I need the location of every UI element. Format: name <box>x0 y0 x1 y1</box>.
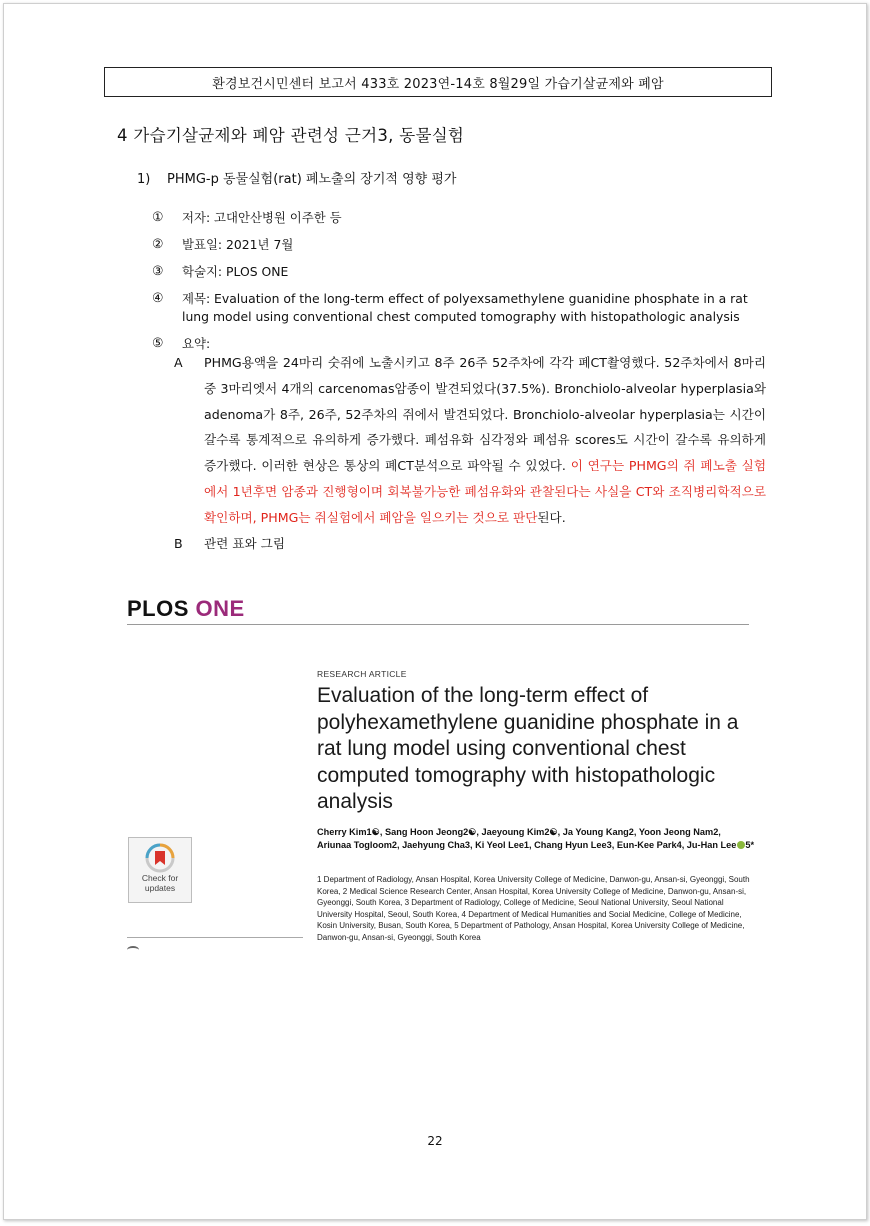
summary-text: PHMG용액을 24마리 숫쥐에 노출시키고 8주 26주 52주차에 각각 폐CT촬영했다. 52주차에서 8마리중 3마리엣서 4개의 carcenomas암종이 발견되었다(37.5%). Bronchiolo-alveolar hyperplasia와 adenoma가 8주, 26주, 52주차의 쥐에서 발견되었다. Bronchiolo-alveolar hyperplasia는 시간이 갈수록 통계적으로 유의하게 증가했다. 폐섬유화 심각정와 폐섬유 scores도 시간이 갈수록 유의하게 증가했다. 이러한 현상은 통상의 폐CT분석으로 파악될 수 있었다. <box>204 355 766 474</box>
summary-highlight: 이 연구는 PHMG의 쥐 폐노출 실험에서 1년후면 암종과 진행형이며 회복불가능한 폐섬유화와 관찰된다는 사실을 CT와 조직병리학적으로 확인하며, PHMG는 쥐실험에서 폐암을 일으키는 것으로 판단 <box>204 458 766 525</box>
paper-title: Evaluation of the long-term effect of polyhexamethylene guanidine phosphate in a rat lung model using conventional chest computed tomography with histopathologic analysis <box>317 684 739 813</box>
item-text: 저자: 고대안산병원 이주한 등 <box>182 210 342 225</box>
header-divider <box>127 624 749 625</box>
item-text: 제목: Evaluation of the long-term effect of polyexsamethylene guanidine phosphate in a rat lung model using conventional chest computed tomography with histopathologic analysis <box>182 291 748 324</box>
authors-text: Cherry Kim1☯, Sang Hoon Jeong2☯, Jaeyoung Kim2☯, Ja Young Kang2, Yoon Jeong Nam2, Ariunaa Togloom2, Jaehyung Cha3, Ki Yeol Lee1, Chang Hyun Lee3, Eun-Kee Park4, Ju-Han Lee <box>317 827 737 850</box>
plos-one-logo <box>127 596 245 622</box>
subsection-title <box>137 168 456 187</box>
check-for-updates-badge[interactable] <box>128 837 192 903</box>
list-item-journal <box>152 263 762 281</box>
item-text: 학술지: PLOS ONE <box>182 264 289 279</box>
article-type-label: RESEARCH ARTICLE <box>317 669 407 679</box>
subsection-text: PHMG-p 동물실험(rat) 폐노출의 장기적 영향 평가 <box>167 172 457 187</box>
item-mark: ④ <box>152 291 164 306</box>
section-title: 4 가습기살균제와 폐암 관련성 근거3, 동물실험 <box>117 126 465 145</box>
summary-mark-b: B <box>174 535 183 551</box>
item-text: 요약: <box>182 336 211 351</box>
item-text: 발표일: 2021년 7월 <box>182 237 294 252</box>
report-header <box>104 67 772 97</box>
report-header-text: 환경보건시민센터 보고서 433호 2023연-14호 8월29일 가습기살균제와 폐암 <box>212 76 664 92</box>
affiliations: 1 Department of Radiology, Ansan Hospital, Korea University College of Medicine, Danwon-gu, Ansan-si, Gyeonggi, South Korea, 2 Medical Science Research Center, Ansan Hospital, Korea University College of Medicine, Danwon-gu, Ansan-si, Gyeonggi, South Korea, 3 Department of Radiology, College of Medicine, Seoul National University, Seoul National University Hospital, Seoul, South Korea, 4 Department of Medical Humanities and Social Medicine, College of Medicine, Kosin University, Busan, South Korea, 5 Department of Pathology, Ansan Hospital, Korea University College of Medicine, Danwon-gu, Ansan-si, Gyeonggi, South Korea <box>317 875 750 942</box>
logo-one: ONE <box>195 596 245 621</box>
check-updates-label: Check for updates <box>141 873 179 893</box>
sidebar-divider <box>127 937 303 938</box>
summary-body-a <box>204 350 766 531</box>
item-mark: ② <box>152 237 164 252</box>
summary-block <box>174 350 766 556</box>
item-mark: ⑤ <box>152 336 164 351</box>
summary-body-b: 관련 표와 그림 <box>204 535 285 551</box>
page-number: 22 <box>427 1134 443 1148</box>
check-updates-icon <box>145 843 175 873</box>
list-item-date <box>152 236 762 254</box>
info-list <box>152 209 762 362</box>
document-page <box>3 3 867 1220</box>
subsection-number: 1) <box>137 172 151 187</box>
author-list <box>317 826 757 851</box>
list-item-title <box>152 290 762 326</box>
summary-tail: 된다. <box>537 509 566 525</box>
item-mark: ① <box>152 210 164 225</box>
summary-paragraph-a <box>174 350 766 531</box>
logo-plos: PLOS <box>127 596 189 621</box>
list-item-author <box>152 209 762 227</box>
authors-tail: 5* <box>745 839 755 850</box>
cropped-icon-fragment <box>127 946 139 954</box>
item-mark: ③ <box>152 264 164 279</box>
summary-paragraph-b <box>174 531 766 557</box>
summary-mark-a: A <box>174 355 183 370</box>
